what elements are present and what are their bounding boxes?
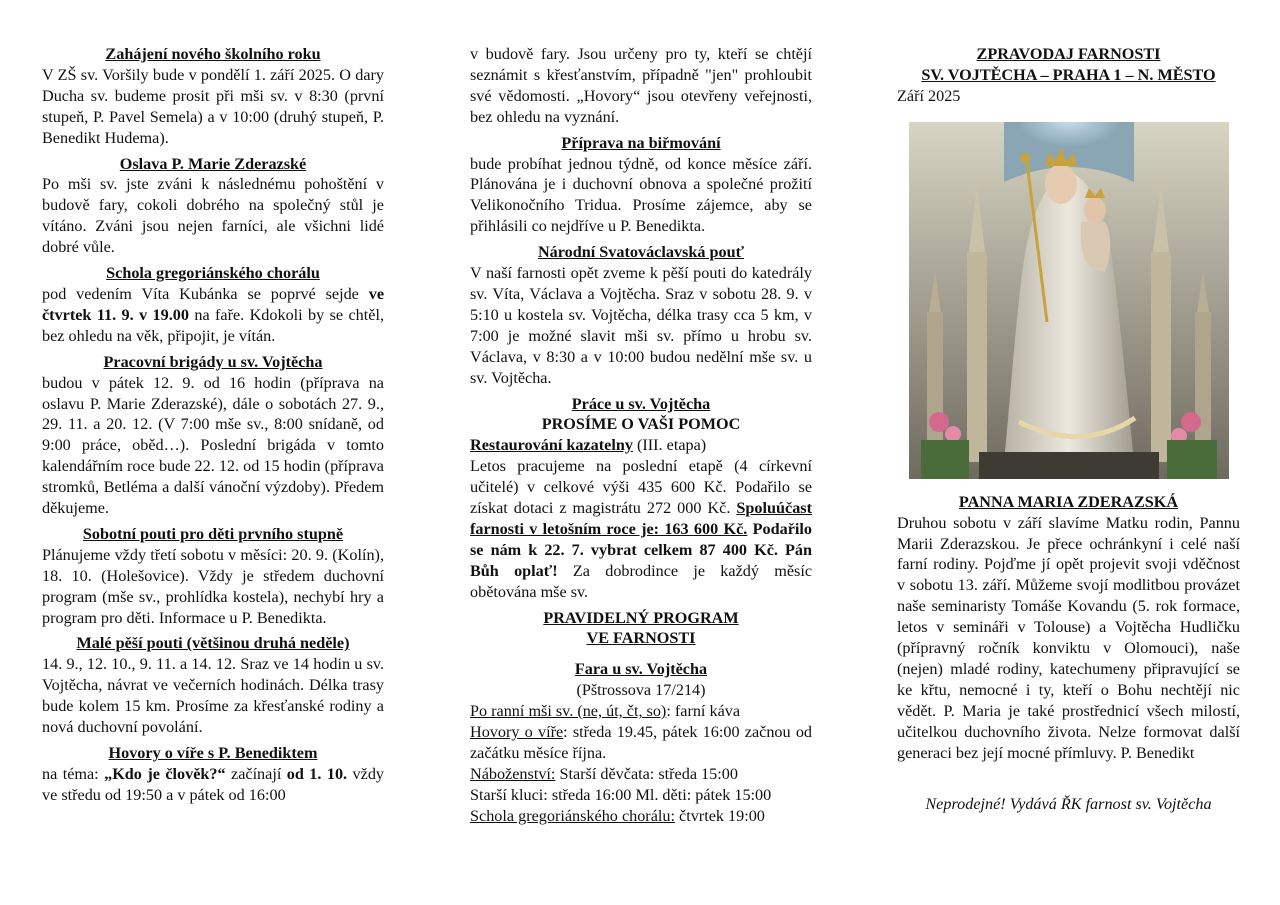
text-talks-continued: v budově fary. Jsou určeny pro ty, kteří se chtějí seznámit s křesťanstvím, případně "jen" prohloubit své vědomosti. „Hovory“ jsou otevřeny veřejnosti, bez ohledu na vyznání. [470, 45, 812, 126]
parish-address: (Pštrossova 17/214) [576, 681, 706, 700]
text-madonna: Druhou sobotu v září slavíme Matku rodin, Pannu Marii Zderazskou. Je přece ochránkyní i celé naší farní rodiny. Pojďme jí opět projevit svoji vděčnost v sobotu 13. září. Můžeme svojí modlitbou provázet naše seminaristy Tomáše Kovandu (5. rok formace, letos v semináři v Tolouse) a Vojtěcha Hudličku (přípravný ročník konviktu v Olomouci), naše (nejen) mladé rodiny, katechumeny připravující se ke křtu, nemocné i ty, kteří o Bohu nechtějí nic vědět. P. Maria je také prostřednicí všech milostí, učitelkou duchovního života. Nelze formovat další generaci bez její mocné přímluvy. P. Benedikt [897, 513, 1240, 762]
text-national-pilgrimage: V naší farnosti opět zveme k pěší pouti do katedrály sv. Víta, Václava a Vojtěcha. Sraz v sobotu 28. 9. v 5:10 u kostela sv. Vojtěcha, délka trasy cca 5 km, v 7:00 je možné slavit mši sv. přímo u hrobu sv. Václava, v 8:30 a v 10:00 budou nedělní mše sv. u sv. Vojtěcha. [470, 264, 812, 387]
text-pulpit-restoration: Letos pracujeme na poslední etapě (4 církevní učitelé) v celkové výši 435 600 Kč. Podařilo se získat dotaci z magistrátu 272 000 Kč. Spoluúčast farnosti v letošním roce je: 163 600 Kč. Podařilo se nám k 22. 7. vybrat celkem 87 400 Kč. Pán Bůh oplať! Za dobrodince je každý měsíc obětována mše sv. [470, 457, 812, 601]
heading-small-pilgrimages: Malé pěší pouti (většinou druhá neděle) [76, 634, 350, 653]
column-right [897, 44, 1240, 814]
program-row-talks: Hovory o víře: středa 19.45, pátek 16:00 začnou od začátku měsíce října. [470, 723, 813, 762]
text-work-brigades: budou v pátek 12. 9. od 16 hodin (příprava na oslavu P. Marie Zderazské), dále o sobotách 27. 9., 29. 11. a 20. 12. (V 7:00 mše sv., 8:00 snídaně, od 9:00 práce, oběd…). Poslední brigáda v tomto kalendářním roce bude 22. 12. od 15 hodin (příprava stromků, Betléma a další vánoční výzdoby). Předem děkujeme. [42, 373, 384, 518]
newsletter-title-2: SV. VOJTĚCHA – PRAHA 1 – N. MĚSTO [921, 65, 1216, 84]
madonna-statue-illustration [909, 122, 1229, 479]
heading-schola: Schola gregoriánského chorálu [106, 264, 320, 283]
footer-publisher: Neprodejné! Vydává ŘK farnost sv. Vojtěcha [925, 794, 1212, 813]
heading-talks-on-faith: Hovory o víře s P. Benediktem [108, 744, 318, 762]
program-row-boys: Starší kluci: středa 16:00 Ml. děti: pátek 15:00 [470, 785, 772, 804]
text-school-year: V ZŠ sv. Voršily bude v pondělí 1. září 2025. O dary Ducha sv. budeme prosit při mši sv. v 8:30 (první stupeň, P. Pavel Semela) a v 10:00 (druhý stupeň, P. Benedikt Hudema). [42, 65, 384, 147]
column-middle [470, 44, 812, 827]
text-pulpit-item: Restaurování kazatelny (III. etapa) [470, 436, 707, 455]
heading-regular-program-2: VE FARNOSTI [586, 629, 696, 648]
heading-celebration: Oslava P. Marie Zderazské [119, 154, 307, 173]
text-confirmation: bude probíhat jednou týdně, od konce měsíce září. Plánována je i duchovní obnova a společné prožití Velikonočního Tridua. Prosíme zájemce, aby se přihlásili co nejdříve u P. Benedikta. [470, 154, 812, 236]
text-small-pilgrimages: 14. 9., 12. 10., 9. 11. a 14. 12. Sraz ve 14 hodin u sv. Vojtěcha, návrat ve večerních hodinách. Délka trasy bude kolem 15 km. Prosíme za křesťanské rodiny a nová duchovní povolání. [42, 655, 384, 737]
heading-saturday-pilgrimages: Sobotní pouti pro děti prvního stupně [82, 524, 344, 543]
text-celebration: Po mši sv. jste zváni k následnému pohoštění v budově fary, cokoli dobrého na společný stůl je vítáno. Zváni jsou nejen farníci, ale všichni lidé dobré vůle. [42, 175, 384, 257]
heading-school-year: Zahájení nového školního roku [105, 45, 321, 63]
heading-madonna: PANNA MARIA ZDERAZSKÁ [958, 492, 1179, 511]
newsletter-date: Září 2025 [897, 86, 961, 105]
program-row-coffee: Po ranní mši sv. (ne, út, čt, so): farní káva [470, 702, 741, 721]
text-talks-on-faith: na téma: „Kdo je člověk?“ začínají od 1. 10. vždy ve středu od 19:50 a v pátek od 16:00 [42, 764, 385, 804]
program-row-religion: Náboženství: Starší děvčata: středa 15:00 [470, 764, 738, 783]
text-schola: pod vedením Víta Kubánka se poprvé sejde ve čtvrtek 11. 9. v 19.00 na faře. Kdokoli by se chtěl, bez ohledu na věk, připojit, je vítán. [42, 284, 384, 345]
heading-regular-program-1: PRAVIDELNÝ PROGRAM [543, 608, 739, 627]
heading-parish-house: Fara u sv. Vojtěcha [574, 660, 708, 679]
program-row-schola: Schola gregoriánského chorálu: čtvrtek 19:00 [470, 806, 765, 825]
heading-work-at-church: Práce u sv. Vojtěcha [571, 394, 711, 413]
heading-please-help: PROSÍME O VAŠI POMOC [541, 415, 741, 434]
madonna-statue-photo [909, 122, 1229, 479]
heading-work-brigades: Pracovní brigády u sv. Vojtěcha [103, 352, 323, 371]
text-saturday-pilgrimages: Plánujeme vždy třetí sobotu v měsíci: 20. 9. (Kolín), 18. 10. (Holešovice). Vždy je středem duchovní program (mše sv., prohlídka kostela), nechybí hry a program pro děti. Informace u P. Benedikta. [42, 545, 384, 627]
heading-confirmation: Příprava na biřmování [561, 133, 721, 152]
newsletter-title-1: ZPRAVODAJ FARNOSTI [976, 45, 1161, 63]
column-left [42, 44, 384, 806]
heading-national-pilgrimage: Národní Svatováclavská pouť [537, 243, 745, 262]
